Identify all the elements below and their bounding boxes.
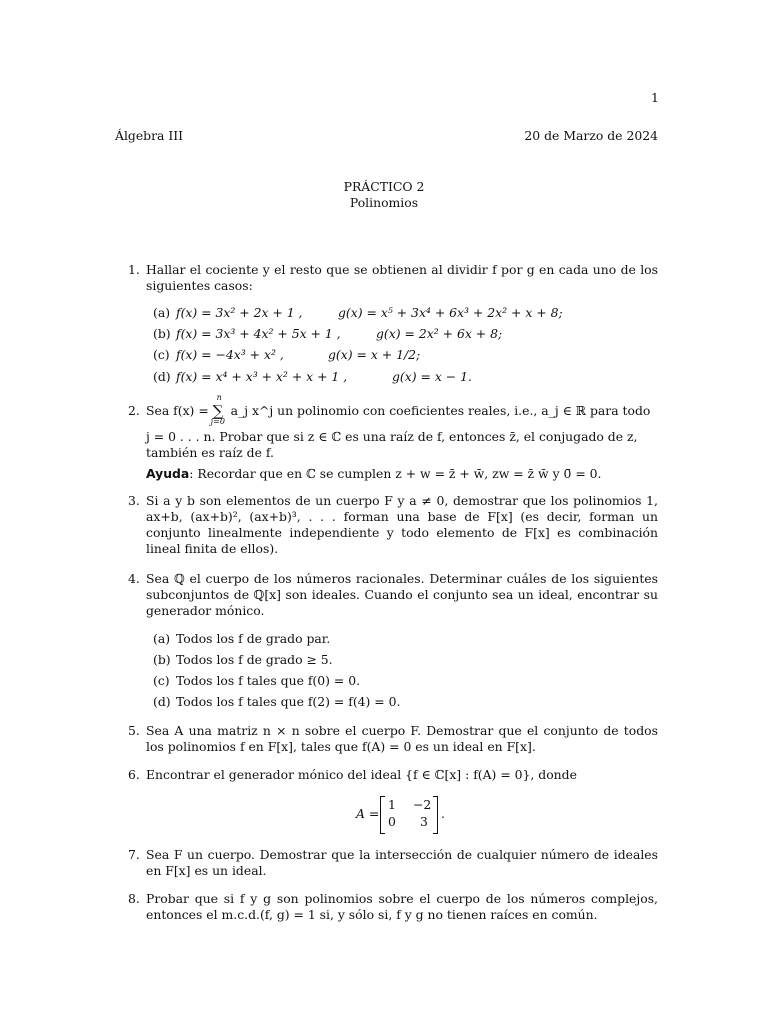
- page-number: 1: [651, 90, 659, 105]
- exercise-1-number: 1.: [128, 262, 140, 277]
- exercise-3-text: Si a y b son elementos de un cuerpo F y a ≠ 0, demostrar que los polinomios 1, ax+b, (ax+b)², (ax+b)³, . . . forman una base de F[x] (es decir, forman un conjunto linealmente independiente y todo elemento de F[x] es combinación lineal finita de ellos).: [146, 493, 658, 556]
- exercise-1d-f: f(x) = x⁴ + x³ + x² + x + 1 ,: [176, 369, 348, 384]
- exercise-8-text: Probar que si f y g son polinomios sobre el cuerpo de los números complejos, entonces el m.c.d.(f, g) = 1 si, y sólo si, f y g no tienen raíces en común.: [146, 891, 658, 922]
- exercise-4a-text: Todos los f de grado par.: [176, 631, 331, 646]
- exercise-1a-f: f(x) = 3x² + 2x + 1 ,: [176, 305, 303, 320]
- matrix-period: .: [441, 806, 445, 821]
- matrix-cell-2-2: 3: [420, 814, 428, 829]
- exercise-4-number: 4.: [128, 571, 140, 586]
- exercise-1-text: Hallar el cociente y el resto que se obtienen al dividir f por g en cada uno de los siguientes casos:: [146, 262, 658, 293]
- matrix-cell-2-1: 0: [388, 814, 396, 829]
- exercise-1a-g: g(x) = x⁵ + 3x⁴ + 6x³ + 2x² + x + 8;: [338, 305, 563, 320]
- exercise-4d-text: Todos los f tales que f(2) = f(4) = 0.: [176, 694, 401, 709]
- sum-lower-limit: j=0: [210, 416, 225, 426]
- exercise-1d-label: (d): [153, 369, 171, 384]
- matrix-cell-1-2: −2: [413, 797, 432, 812]
- course-name: Álgebra III: [115, 128, 184, 143]
- exercise-5-number: 5.: [128, 723, 140, 738]
- exercise-2-line-1-rest: a_j x^j un polinomio con coeficientes reales, i.e., a_j ∈ ℝ para todo: [230, 403, 651, 418]
- exercise-4d-label: (d): [153, 694, 171, 709]
- exercise-1d-g: g(x) = x − 1.: [392, 369, 472, 384]
- hint-label: Ayuda: [146, 466, 190, 481]
- exercise-1c-f: f(x) = −4x³ + x² ,: [176, 347, 284, 362]
- exercise-1b-g: g(x) = 2x² + 6x + 8;: [376, 326, 503, 341]
- matrix-right-bracket: [433, 796, 438, 834]
- exercise-3-number: 3.: [128, 493, 140, 508]
- exercise-4a-label: (a): [153, 631, 171, 646]
- exercise-1c-label: (c): [153, 347, 170, 362]
- exercise-2-line-2: j = 0 . . . n. Probar que si z ∈ ℂ es una raíz de f, entonces z̄, el conjugado de z,: [146, 429, 638, 444]
- sigma-sign: ∑: [212, 401, 224, 420]
- document-subtitle: Polinomios: [349, 195, 419, 210]
- summation-symbol: [210, 392, 227, 426]
- exercise-5-text: Sea A una matriz n × n sobre el cuerpo F. Demostrar que el conjunto de todos los polinomios f en F[x], tales que f(A) = 0 es un ideal en F[x].: [146, 723, 658, 754]
- matrix-left-bracket: [380, 796, 385, 834]
- exercise-7-number: 7.: [128, 847, 140, 862]
- exercise-4c-label: (c): [153, 673, 170, 688]
- hint-text: : Recordar que en ℂ se cumplen z + w = z̄ + w̄, zw = z̄ w̄ y 0̄ = 0.: [189, 466, 602, 481]
- matrix-a: [380, 796, 438, 832]
- exercise-6-number: 6.: [128, 767, 140, 782]
- document-title: PRÁCTICO 2: [343, 179, 425, 194]
- exercise-7-text: Sea F un cuerpo. Demostrar que la intersección de cualquier número de ideales en F[x] es un ideal.: [146, 847, 658, 878]
- exercise-4-text: Sea ℚ el cuerpo de los números racionales. Determinar cuáles de los siguientes subconjuntos de ℚ[x] son ideales. Cuando el conjunto sea un ideal, encontrar su generador mónico.: [146, 571, 658, 618]
- exercise-2-hint: [146, 466, 601, 481]
- matrix-cell-1-1: 1: [388, 797, 396, 812]
- exercise-6-text: Encontrar el generador mónico del ideal {f ∈ ℂ[x] : f(A) = 0}, donde: [146, 767, 577, 782]
- document-date: 20 de Marzo de 2024: [524, 128, 658, 143]
- matrix-label: A =: [356, 806, 380, 821]
- exercise-4b-label: (b): [153, 652, 171, 667]
- sum-upper-limit: n: [216, 392, 222, 402]
- exercise-8-number: 8.: [128, 891, 140, 906]
- exercise-1b-f: f(x) = 3x³ + 4x² + 5x + 1 ,: [176, 326, 341, 341]
- exercise-2-line-3: también es raíz de f.: [146, 445, 274, 460]
- exercise-1c-g: g(x) = x + 1/2;: [328, 347, 421, 362]
- exercise-2-intro: Sea f(x) =: [146, 403, 209, 418]
- exercise-1a-label: (a): [153, 305, 171, 320]
- exercise-4c-text: Todos los f tales que f(0) = 0.: [176, 673, 361, 688]
- exercise-1b-label: (b): [153, 326, 171, 341]
- exercise-4b-text: Todos los f de grado ≥ 5.: [176, 652, 333, 667]
- exercise-2-number: 2.: [128, 403, 140, 418]
- exercise-2-line-1: [146, 392, 651, 426]
